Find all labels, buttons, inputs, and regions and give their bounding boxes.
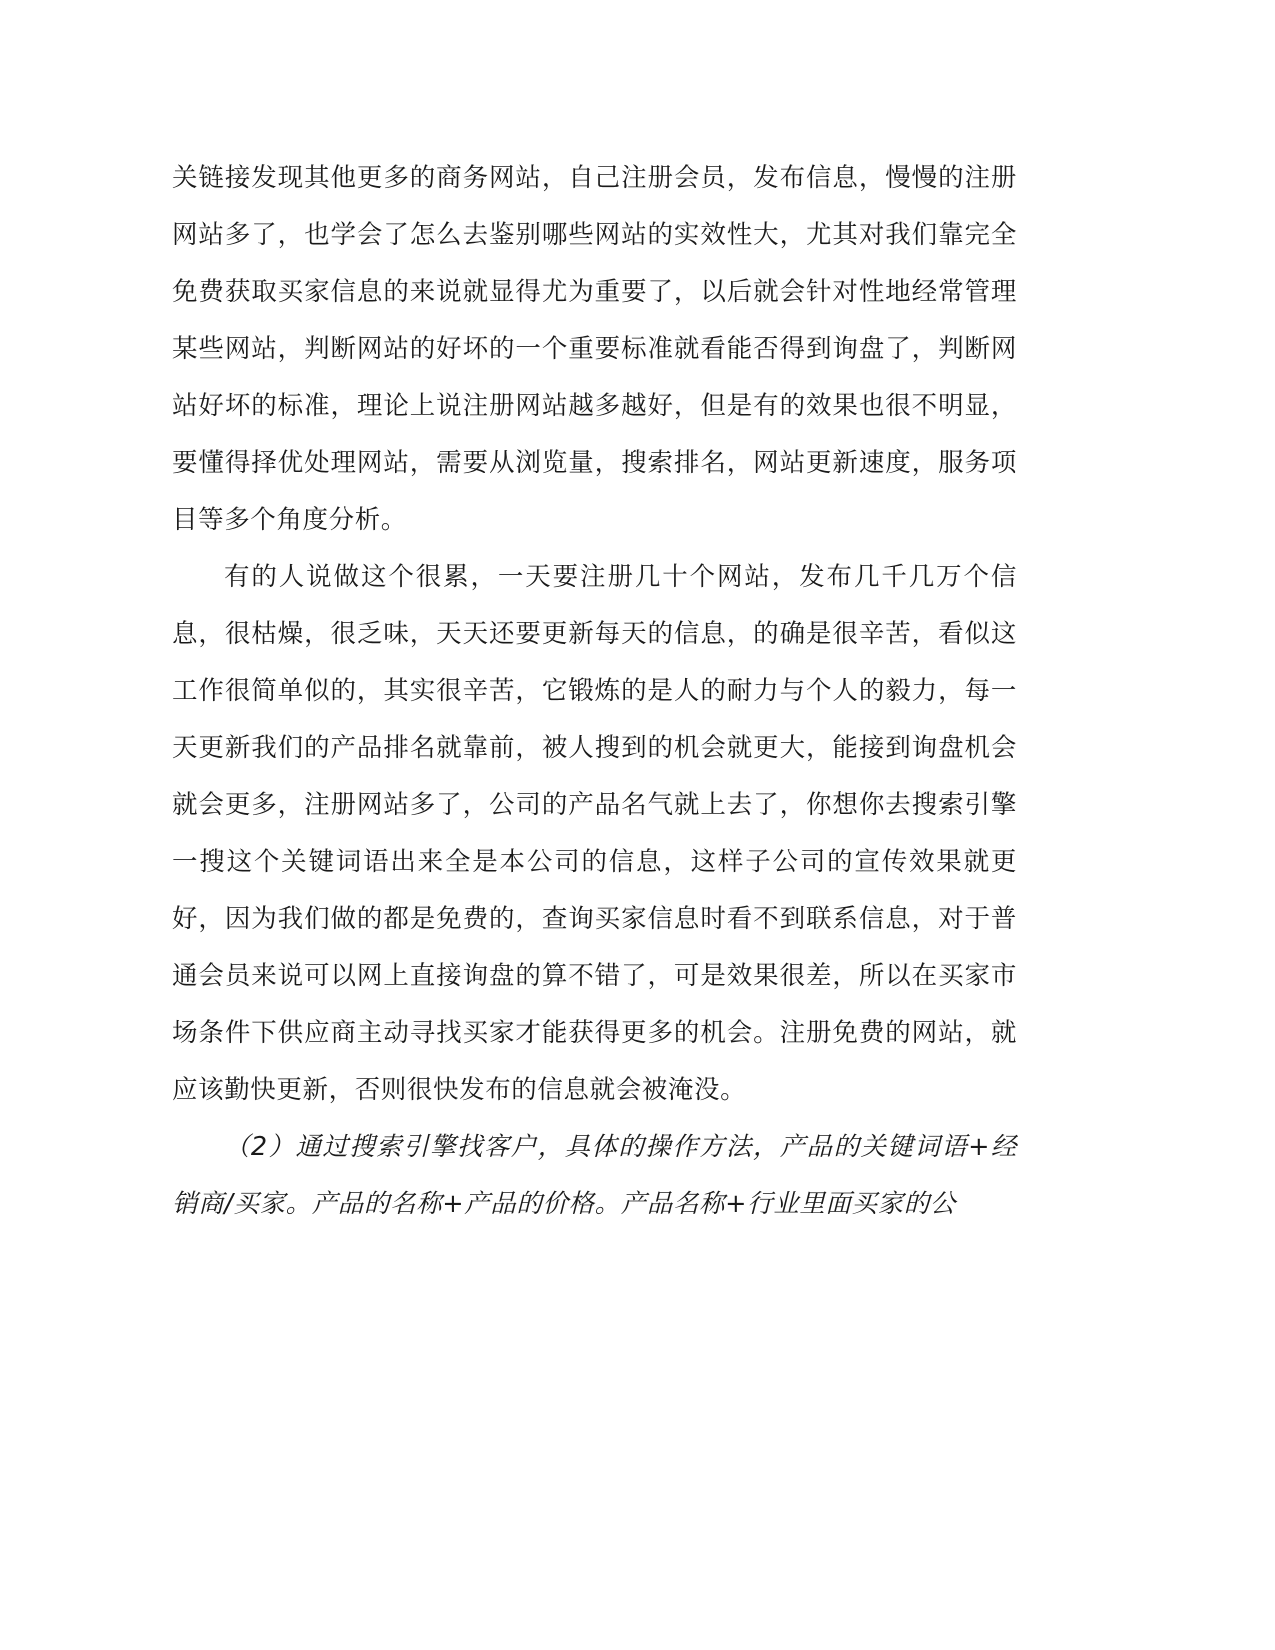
- paragraph: 关链接发现其他更多的商务网站，自己注册会员，发布信息，慢慢的注册网站多了，也学会了怎么去鉴别哪些网站的实效性大，尤其对我们靠完全免费获取买家信息的来说就显得尤为重要了，以后就会针对性地经常管理某些网站，判断网站的好坏的一个重要标准就看能否得到询盘了，判断网站好坏的标准，理论上说注册网站越多越好，但是有的效果也很不明显，要懂得择优处理网站，需要从浏览量，搜索排名，网站更新速度，服务项目等多个角度分析。: [172, 163, 1017, 535]
- paragraph: （2）通过搜索引擎找客户，具体的操作方法，产品的关键词语+经销商/买家。产品的名称+产品的价格。产品名称+行业里面买家的公: [172, 1132, 1017, 1219]
- paragraph: 有的人说做这个很累，一天要注册几十个网站，发布几千几万个信息，很枯燥，很乏味，天天还要更新每天的信息，的确是很辛苦，看似这工作很简单似的，其实很辛苦，它锻炼的是人的耐力与个人的毅力，每一天更新我们的产品排名就靠前，被人搜到的机会就更大，能接到询盘机会就会更多，注册网站多了，公司的产品名气就上去了，你想你去搜索引擎一搜这个关键词语出来全是本公司的信息，这样子公司的宣传效果就更好，因为我们做的都是免费的，查询买家信息时看不到联系信息，对于普通会员来说可以网上直接询盘的算不错了，可是效果很差，所以在买家市场条件下供应商主动寻找买家才能获得更多的机会。注册免费的网站，就应该勤快更新，否则很快发布的信息就会被淹没。: [172, 562, 1017, 1105]
- document-body: [172, 150, 1017, 1233]
